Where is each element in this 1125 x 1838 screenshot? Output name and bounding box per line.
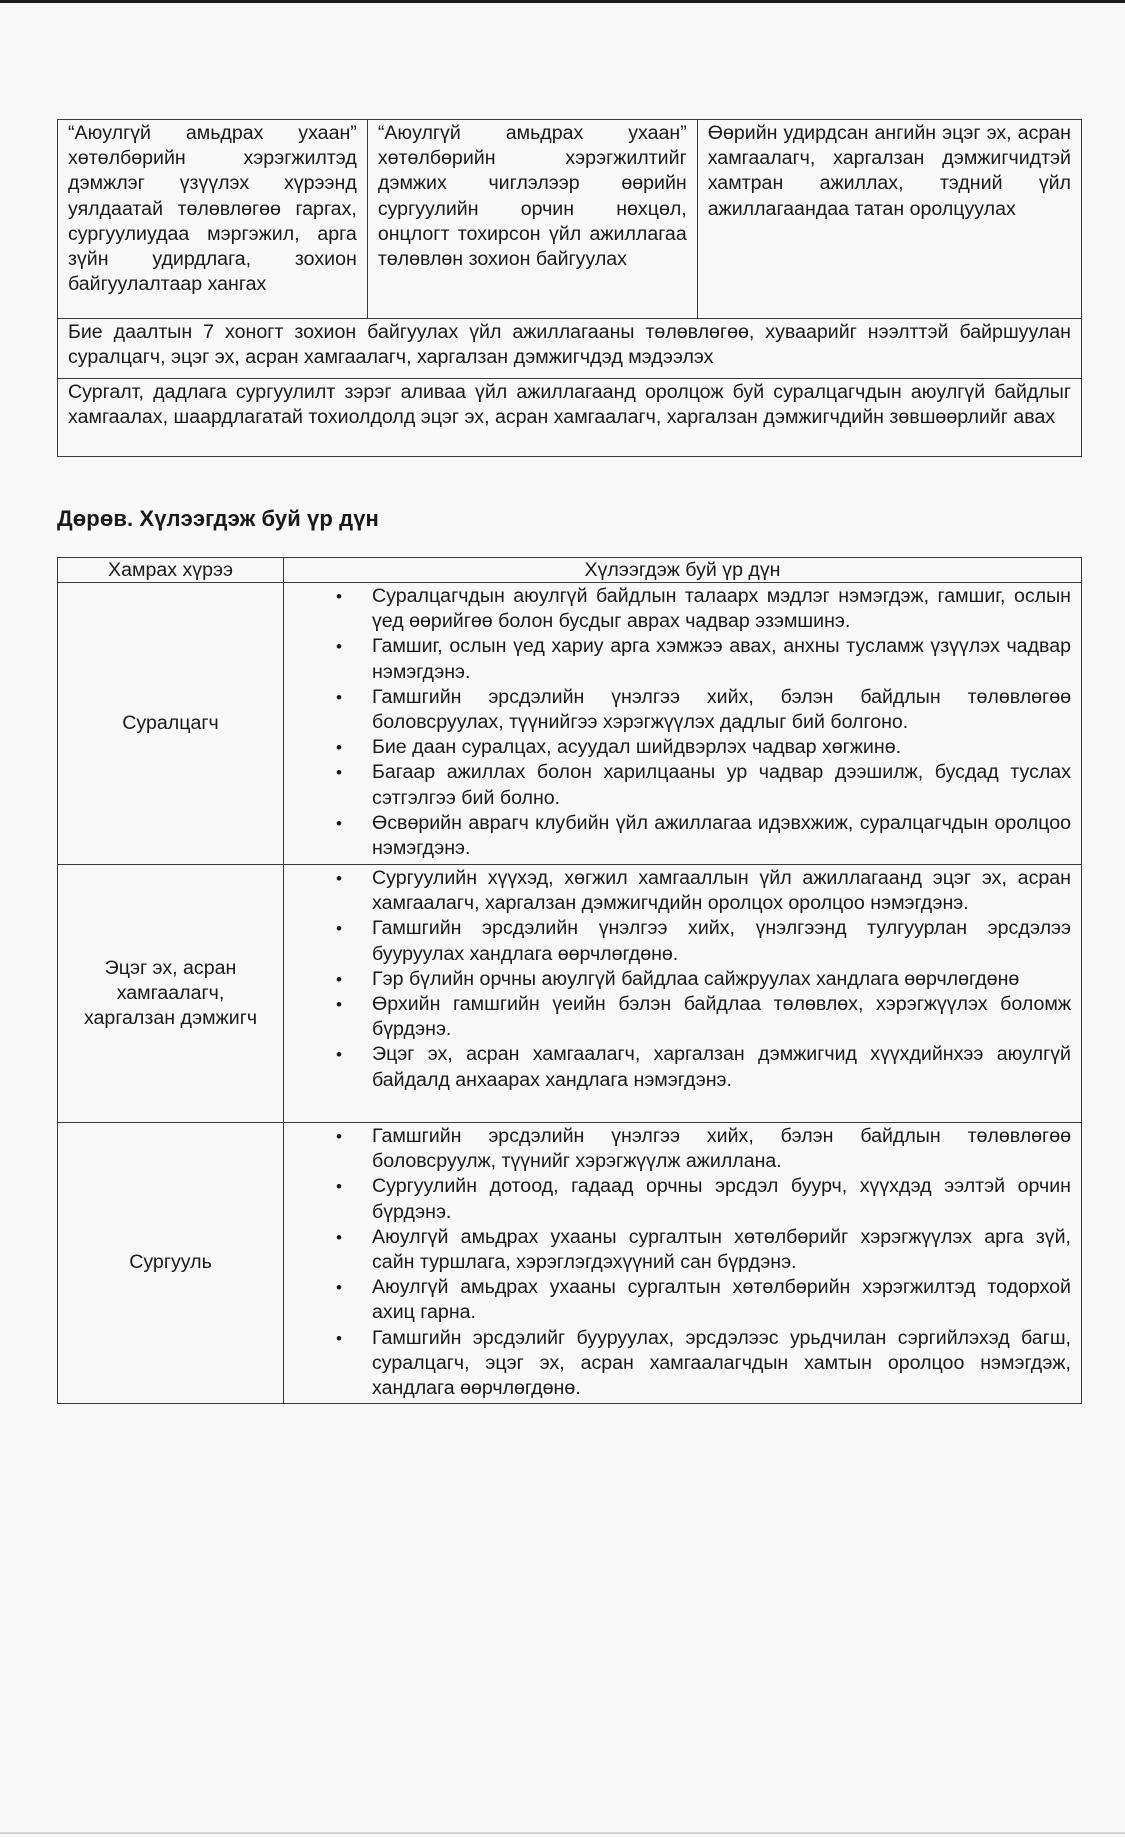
bullet-icon: •: [336, 1227, 342, 1247]
scan-top-edge: [0, 0, 1125, 3]
table-cell: “Аюулгүй амьдрах ухаан” хөтөлбөрийн хэрэгжилтэд дэмжлэг үзүүлэх хүрээнд уялдаатай төлөвлөгөө гаргах, сургуулиудаа мэргэжил, арга зүйн удирдлага, зохион байгуулалтаар хангах: [58, 120, 368, 319]
list-item: [284, 866, 1071, 916]
result-text: Гамшиг, ослын үед хариу арга хэмжээ авах, анхны тусламж үзүүлэх чадвар нэмэгдэнэ.: [372, 635, 1071, 683]
column-header-scope: Хамрах хүрээ: [58, 558, 284, 583]
list-item: [284, 1225, 1071, 1275]
list-item: [284, 916, 1071, 966]
list-item: [284, 811, 1071, 861]
expected-results-table: [57, 557, 1082, 1404]
list-item: [284, 735, 1071, 760]
list-item: [284, 1174, 1071, 1224]
result-text: Гамшгийн эрсдэлийг бууруулах, эрсдэлээс урьдчилан сэргийлэхэд багш, суралцагч, эцэг эх, асран хамгаалагчдын хамтын оролцоо нэмэгдэж, хандлага өөрчлөгдөнө.: [372, 1326, 1071, 1400]
bullet-icon: •: [336, 869, 342, 888]
result-text: Суралцагчдын аюулгүй байдлын талаарх мэдлэг нэмэгдэж, гамшиг, ослын үед өөрийгөө болон бусдыг аврах чадвар эзэмшинэ.: [372, 585, 1071, 633]
results-list: [284, 1124, 1071, 1401]
scope-cell: Сургууль: [58, 1123, 284, 1404]
result-text: Аюулгүй амьдрах ухааны сургалтын хөтөлбөрийг хэрэгжүүлэх арга зүй, сайн туршлага, хэрэглэгдэхүүний сан бүрдэнэ.: [372, 1225, 1071, 1274]
results-cell: [284, 865, 1082, 1123]
scan-bottom-edge: [0, 1832, 1125, 1834]
scope-cell: Эцэг эх, асран хамгаалагч, харгалзан дэмжигч: [58, 865, 284, 1123]
bullet-icon: •: [336, 995, 342, 1015]
list-item: [284, 1326, 1071, 1402]
bullet-icon: •: [336, 763, 342, 783]
bullet-icon: •: [336, 919, 342, 939]
results-cell: [284, 583, 1082, 865]
result-text: Гамшгийн эрсдэлийн үнэлгээ хийх, бэлэн байдлын төлөвлөгөө боловсруулах, түүнийгээ хэрэгжүүлэх дадлыг бий болгоно.: [372, 685, 1071, 734]
section-heading: Дөрөв. Хүлээгдэж буй үр дүн: [57, 506, 379, 531]
results-cell: [284, 1123, 1082, 1404]
bullet-icon: •: [336, 1328, 342, 1348]
table-cell: “Аюулгүй амьдрах ухаан” хөтөлбөрийн хэрэгжилтийг дэмжих чиглэлээр өөрийн сургуулийн орчин нөхцөл, онцлогт тохирсон үйл ажиллагаа төлөвлөн зохион байгуулах: [367, 120, 697, 319]
bullet-icon: •: [336, 813, 342, 833]
table-row: [58, 120, 1082, 319]
table-cell: Сургалт, дадлага сургуулилт зэрэг аливаа үйл ажиллагаанд оролцож буй суралцагчдын аюулгүй байдлыг хамгаалах, шаардлагатай тохиолдолд эцэг эх, асран хамгаалагч, харгалзан дэмжигчдийн зөвшөөрлийг авах: [58, 379, 1082, 457]
table-cell: Бие даалтын 7 хоногт зохион байгуулах үйл ажиллагааны төлөвлөгөө, хуваарийг нээлттэй байршуулан суралцагч, эцэг эх, асран хамгаалагч, харгалзан дэмжигчдэд мэдээлэх: [58, 319, 1082, 379]
scope-cell: Суралцагч: [58, 583, 284, 865]
result-text: Өрхийн гамшгийн үеийн бэлэн байдлаа төлөвлөх, хэрэгжүүлэх боломж бүрдэнэ.: [372, 993, 1071, 1041]
result-text: Бие даан суралцах, асуудал шийдвэрлэх чадвар хөгжинө.: [372, 736, 902, 759]
results-list: [284, 866, 1071, 1093]
table-row: [58, 319, 1082, 379]
result-text: Гэр бүлийн орчны аюулгүй байдлаа сайжруулах хандлага өөрчлөгдөнө: [372, 967, 1020, 990]
list-item: [284, 760, 1071, 810]
table-row: [58, 583, 1082, 865]
result-text: Сургуулийн дотоод, гадаад орчны эрсдэл буурч, хүүхдэд ээлтэй орчин бүрдэнэ.: [372, 1175, 1071, 1223]
result-text: Гамшгийн эрсдэлийн үнэлгээ хийх, үнэлгээнд тулгуурлан эрсдэлээ бууруулах хандлага өөрчлөгдөнө.: [372, 917, 1071, 965]
table-row: [58, 379, 1082, 457]
bullet-icon: •: [336, 587, 342, 606]
bullet-icon: •: [336, 637, 342, 657]
bullet-icon: •: [336, 1045, 342, 1065]
table-cell: Өөрийн удирдсан ангийн эцэг эх, асран хамгаалагч, харгалзан дэмжигчидтэй хамтран ажиллах, тэдний үйл ажиллагаандаа татан оролцуулах: [697, 120, 1081, 319]
bullet-icon: •: [336, 1278, 342, 1298]
bullet-icon: •: [336, 1127, 342, 1146]
result-text: Гамшгийн эрсдэлийн үнэлгээ хийх, бэлэн байдлын төлөвлөгөө боловсруулж, түүнийг хэрэгжүүлж ажиллана.: [372, 1125, 1071, 1173]
bullet-icon: •: [336, 687, 342, 707]
list-item: [284, 967, 1071, 992]
bullet-icon: •: [336, 1177, 342, 1197]
bullet-icon: •: [336, 738, 342, 758]
results-list: [284, 584, 1071, 861]
result-text: Аюулгүй амьдрах ухааны сургалтын хөтөлбөрийн хэрэгжилтэд тодорхой ахиц гарна.: [372, 1276, 1071, 1324]
list-item: [284, 992, 1071, 1042]
list-item: [284, 1275, 1071, 1325]
list-item: [284, 634, 1071, 684]
list-item: [284, 584, 1071, 634]
table-row: [58, 865, 1082, 1123]
table-row: [58, 1123, 1082, 1404]
bullet-icon: •: [336, 969, 342, 989]
table-header-row: [58, 558, 1082, 583]
responsibilities-table: [57, 119, 1082, 457]
list-item: [284, 1042, 1071, 1092]
result-text: Сургуулийн хүүхэд, хөгжил хамгааллын үйл ажиллагаанд эцэг эх, асран хамгаалагч, харгалзан дэмжигчдийн оролцох оролцоо нэмэгдэнэ.: [372, 867, 1071, 915]
list-item: [284, 685, 1071, 735]
result-text: Багаар ажиллах болон харилцааны ур чадвар дээшилж, бусдад туслах сэтгэлгээ бий болно.: [372, 761, 1071, 809]
result-text: Эцэг эх, асран хамгаалагч, харгалзан дэмжигчид хүүхдийнхээ аюулгүй байдалд анхаарах хандлага нэмэгдэнэ.: [372, 1043, 1071, 1091]
result-text: Өсвөрийн аврагч клубийн үйл ажиллагаа идэвхжиж, суралцагчдын оролцоо нэмэгдэнэ.: [372, 811, 1071, 860]
list-item: [284, 1124, 1071, 1174]
column-header-results: Хүлээгдэж буй үр дүн: [284, 558, 1082, 583]
